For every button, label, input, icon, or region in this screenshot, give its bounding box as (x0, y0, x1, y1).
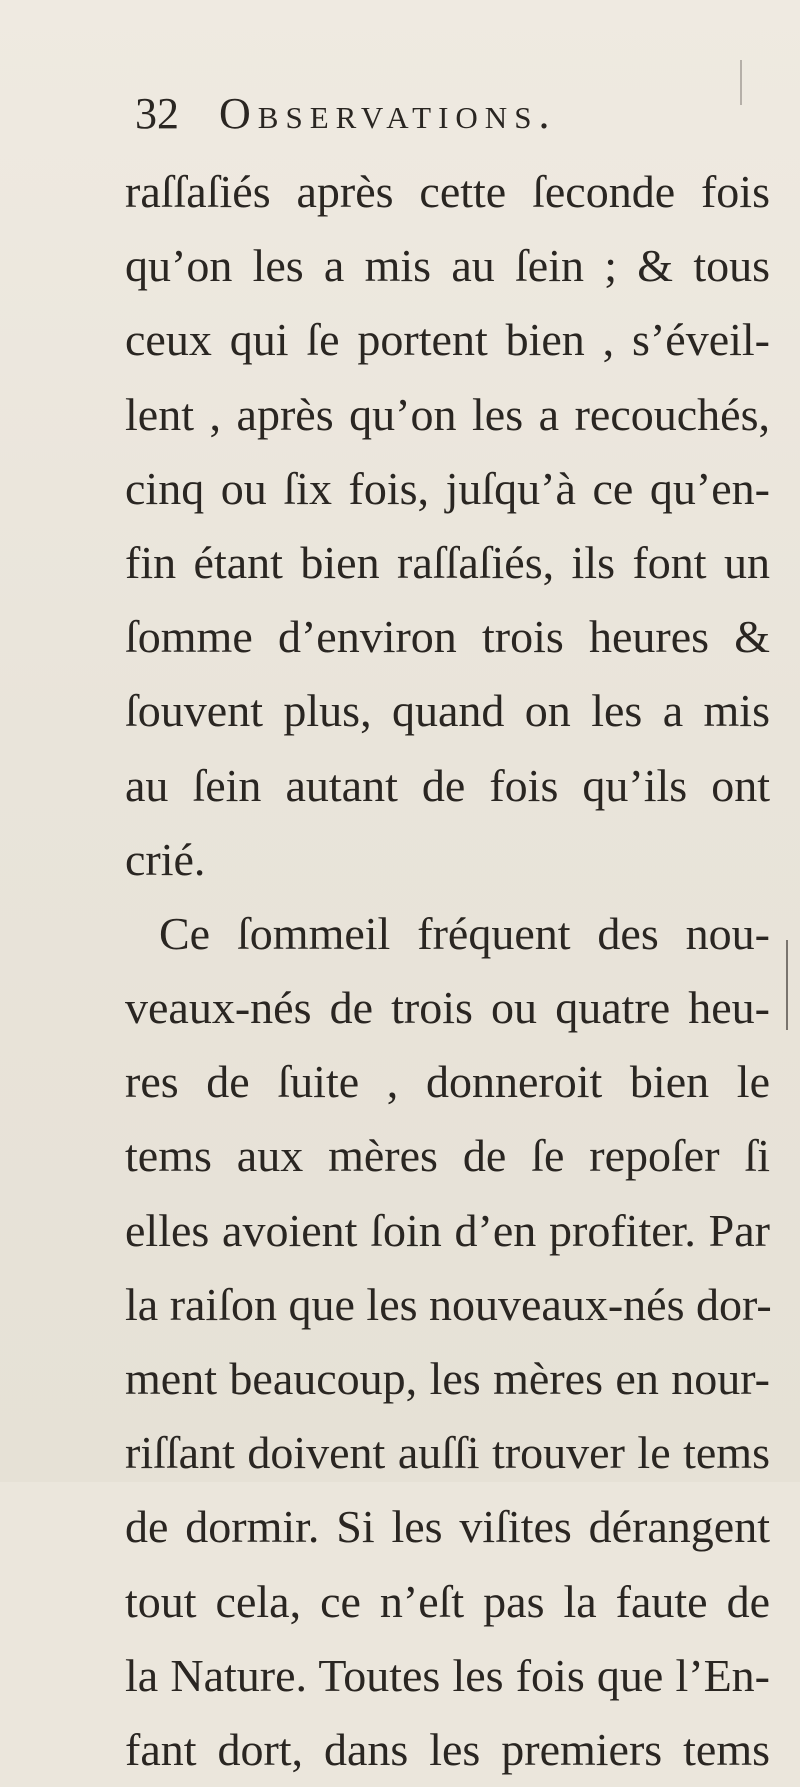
text-line: elles avoient ſoin d’en profiter. Par (125, 1204, 770, 1256)
text-line: qu’on les a mis au ſein ; & tous (125, 240, 770, 292)
text-line: de dormir. Si les viſites dérangent (125, 1501, 770, 1553)
text-line: ſouvent plus, quand on les a mis (125, 685, 770, 737)
text-line: la Nature. Toutes les fois que l’En- (125, 1649, 770, 1701)
text-line: riſſant doivent auſſi trouver le tems (125, 1427, 770, 1479)
running-head: Observations. (219, 89, 557, 138)
text-line: fin étant bien raſſaſiés, ils font un (125, 536, 770, 588)
page-number: 32 (135, 89, 179, 138)
text-line: lent , après qu’on les a recouchés, (125, 388, 770, 440)
text-line: raſſaſiés après cette ſeconde fois (125, 166, 770, 217)
text-line: la raiſon que les nouveaux-nés dor- (125, 1278, 772, 1330)
text-line: ceux qui ſe portent bien , s’éveil- (125, 314, 770, 366)
paragraph-start-line: Ce ſommeil fréquent des nou- (159, 907, 770, 959)
text-line: fant dort, dans les premiers tems (125, 1723, 770, 1775)
page-edge-mark (786, 940, 788, 1030)
text-line: au ſein autant de fois qu’ils ont (125, 759, 770, 811)
text-line: tems aux mères de ſe repoſer ſi (125, 1130, 770, 1182)
page-header (135, 88, 556, 148)
text-line: ment beaucoup, les mères en nour- (125, 1353, 770, 1404)
paragraph-end-line: crié. (125, 833, 206, 885)
body-text (125, 155, 770, 1787)
text-line: res de ſuite , donneroit bien le (125, 1056, 770, 1108)
text-line: cinq ou ſix fois, juſqu’à ce qu’en- (125, 462, 770, 514)
text-line: ſomme d’environ trois heures & (125, 611, 770, 663)
text-line: tout cela, ce n’eſt pas la faute de (125, 1575, 770, 1627)
text-line: veaux-nés de trois ou quatre heu- (125, 982, 770, 1034)
page-edge-mark (740, 60, 742, 105)
